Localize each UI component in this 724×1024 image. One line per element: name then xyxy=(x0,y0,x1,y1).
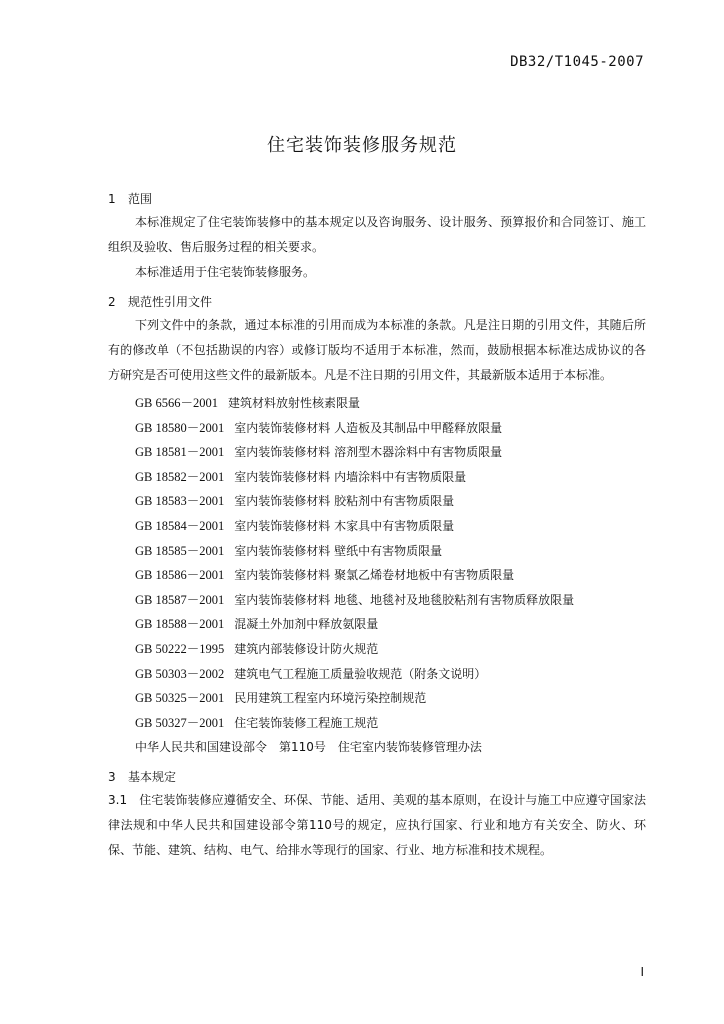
reference-item xyxy=(108,514,646,539)
reference-name: 室内装饰装修材料 木家具中有害物质限量 xyxy=(234,518,455,533)
reference-item xyxy=(108,612,646,637)
reference-name: 室内装饰装修材料 聚氯乙烯卷材地板中有害物质限量 xyxy=(234,568,515,583)
reference-code: GB 18586－2001 xyxy=(135,568,225,583)
reference-item xyxy=(108,637,646,662)
reference-name: 室内装饰装修材料 内墙涂料中有害物质限量 xyxy=(234,469,467,484)
reference-code: GB 6566－2001 xyxy=(135,396,218,410)
clause-text: 住宅装饰装修应遵循安全、环保、节能、适用、美观的基本原则，在设计与施工中应遵守国家法律法规和中华人民共和国建设部令第110号的规定，应执行国家、行业和地方有关安全、防火、环保、节能、建筑、结构、电气、给排水等现行的国家、行业、地方标准和技术规程。 xyxy=(108,792,646,857)
section-3-heading xyxy=(108,766,646,788)
reference-name: 室内装饰装修材料 溶剂型木器涂料中有害物质限量 xyxy=(234,445,503,460)
section-title: 基本规定 xyxy=(128,769,177,784)
reference-list xyxy=(108,391,646,760)
reference-name: 建筑电气工程施工质量验收规范（附条文说明） xyxy=(234,666,487,681)
section-number: 3 xyxy=(108,769,116,784)
section-1-heading xyxy=(108,188,646,210)
reference-code: GB 50325－2001 xyxy=(135,691,225,706)
reference-code: GB 50303－2002 xyxy=(135,666,225,681)
decree-reference xyxy=(108,735,646,760)
reference-code: GB 18580－2001 xyxy=(135,420,225,435)
reference-code: GB 18585－2001 xyxy=(135,543,225,558)
reference-item xyxy=(108,489,646,514)
reference-name: 室内装饰装修材料 胶粘剂中有害物质限量 xyxy=(234,494,455,509)
reference-code: GB 18582－2001 xyxy=(135,469,225,484)
reference-name: 室内装饰装修材料 人造板及其制品中甲醛释放限量 xyxy=(234,420,503,435)
section-number: 1 xyxy=(108,192,116,206)
reference-name: 建筑内部装修设计防火规范 xyxy=(234,641,379,656)
decree-text: 中华人民共和国建设部令 第110号 住宅室内装饰装修管理办法 xyxy=(135,740,482,755)
section-1-paragraph: 本标准适用于住宅装饰装修服务。 xyxy=(135,265,316,279)
reference-item xyxy=(108,662,646,687)
reference-item xyxy=(108,563,646,588)
document-body xyxy=(108,188,646,863)
reference-item xyxy=(108,440,646,465)
reference-item xyxy=(108,686,646,711)
clause-3-1 xyxy=(108,788,646,863)
reference-code: GB 18588－2001 xyxy=(135,617,225,632)
reference-name: 民用建筑工程室内环境污染控制规范 xyxy=(234,691,427,706)
reference-item xyxy=(108,539,646,564)
document-code: DB32/T1045-2007 xyxy=(510,54,644,70)
reference-name: 室内装饰装修材料 地毯、地毯衬及地毯胶粘剂有害物质释放限量 xyxy=(234,592,575,607)
section-2-heading xyxy=(108,291,646,313)
section-number: 2 xyxy=(108,295,116,309)
section-2-intro: 下列文件中的条款，通过本标准的引用而成为本标准的条款。凡是注日期的引用文件，其随后所有的修改单（不包括勘误的内容）或修订版均不适用于本标准，然而，鼓励根据本标准达成协议的各方研究是否可使用这些文件的最新版本。凡是不注日期的引用文件，其最新版本适用于本标准。 xyxy=(108,318,646,382)
reference-name: 室内装饰装修材料 壁纸中有害物质限量 xyxy=(234,543,443,558)
page-number: I xyxy=(640,965,644,979)
reference-code: GB 18587－2001 xyxy=(135,592,225,607)
document-title: 住宅装饰装修服务规范 xyxy=(267,135,457,156)
reference-item xyxy=(108,416,646,441)
section-title: 范围 xyxy=(128,192,153,206)
reference-item xyxy=(108,588,646,613)
reference-name: 住宅装饰装修工程施工规范 xyxy=(234,715,379,730)
section-1-paragraph: 本标准规定了住宅装饰装修中的基本规定以及咨询服务、设计服务、预算报价和合同签订、施工组织及验收、售后服务过程的相关要求。 xyxy=(108,215,646,254)
reference-item xyxy=(108,465,646,490)
section-title: 规范性引用文件 xyxy=(128,295,213,309)
reference-code: GB 18584－2001 xyxy=(135,518,225,533)
clause-number: 3.1 xyxy=(108,792,128,807)
reference-name: 混凝土外加剂中释放氨限量 xyxy=(234,617,379,632)
reference-item xyxy=(108,711,646,736)
reference-code: GB 50327－2001 xyxy=(135,715,225,730)
reference-code: GB 18583－2001 xyxy=(135,494,225,509)
reference-code: GB 50222－1995 xyxy=(135,641,225,656)
reference-name: 建筑材料放射性核素限量 xyxy=(228,396,361,410)
reference-item xyxy=(108,391,646,416)
reference-code: GB 18581－2001 xyxy=(135,445,225,460)
